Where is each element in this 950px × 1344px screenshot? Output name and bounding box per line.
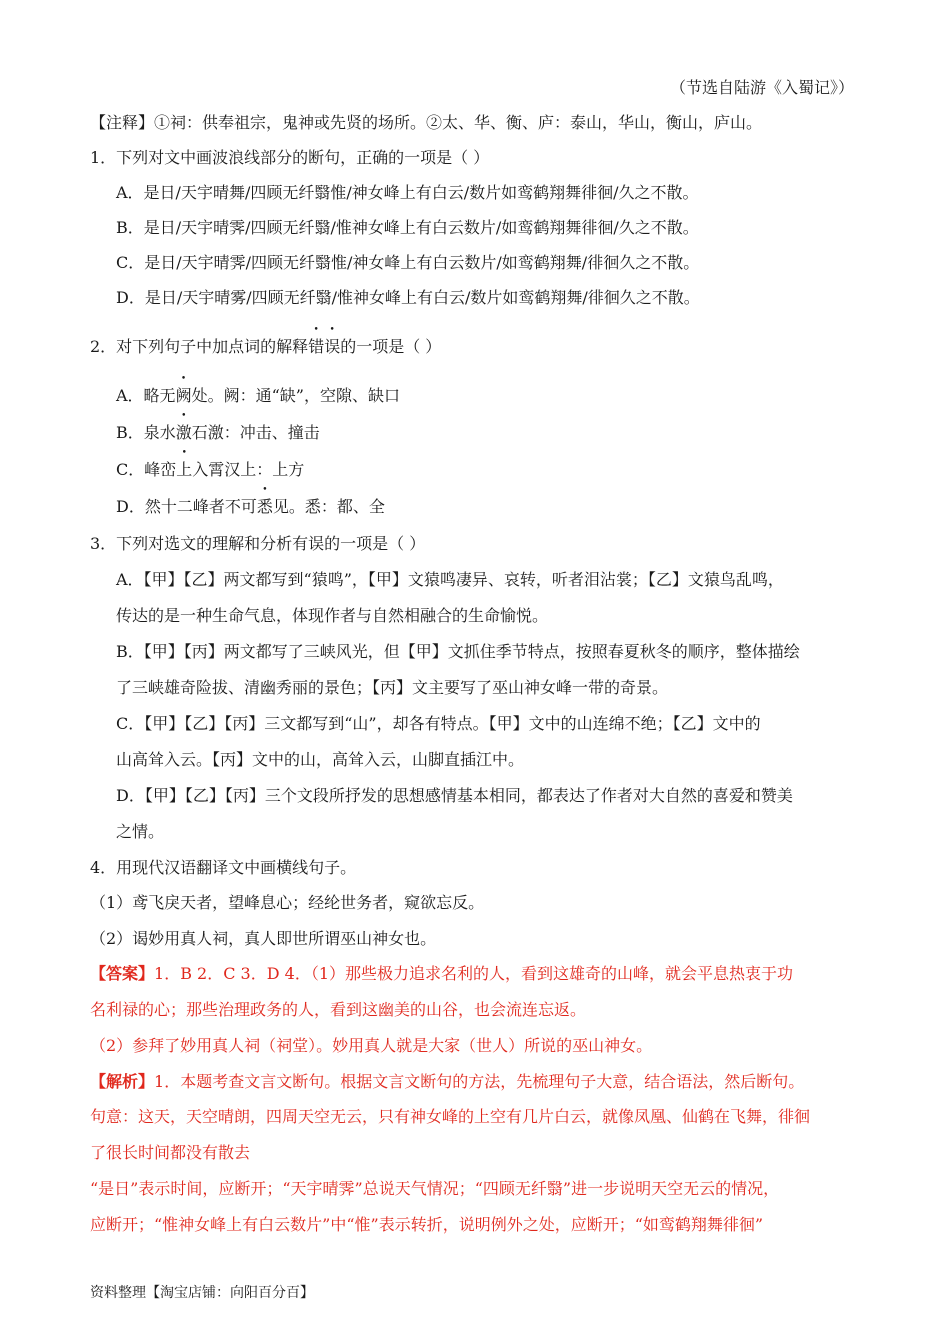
dotted-char: 误 <box>324 337 341 356</box>
q2-option-a <box>116 385 862 407</box>
q2-option-d <box>116 496 862 518</box>
text: 石激：冲击、撞击 <box>191 423 320 442</box>
note-line <box>90 112 862 134</box>
dotted-char: 激 <box>175 423 192 442</box>
dotted-char: 悉 <box>256 497 273 516</box>
note-label: 【注释】 <box>90 113 155 132</box>
analysis-label: 【解析】 <box>90 1072 155 1091</box>
answer-text: 1．B 2．C 3．D 4．（1）那些极力追求名利的人，看到这雄奇的山峰，就会平息热衷于功 <box>154 964 794 983</box>
text: 见。悉：都、全 <box>272 497 385 516</box>
q3-option-c-line1: C．【甲】【乙】【丙】三文都写到“山”，却各有特点。【甲】文中的山连绵不绝；【乙】文中的 <box>116 714 761 733</box>
analysis-text: 1．本题考查文言文断句。根据文言文断句的方法，先梳理句子大意，结合语法，然后断句。 <box>154 1072 805 1091</box>
q1-option-c: C．是日/天宇晴霁/四顾无纤翳惟/神女峰上有白云数片/如鸾鹤翔舞/徘徊久之不散。 <box>116 253 700 272</box>
q1-option-a: A．是日/天宇晴舞/四顾无纤翳惟/神女峰上有白云/数片如鸾鹤翔舞徘徊/久之不散。 <box>116 183 699 202</box>
text: C．峰峦 <box>116 460 177 479</box>
analysis-line-2: 句意：这天，天空晴朗，四周天空无云，只有神女峰的上空有几片白云，就像凤凰、仙鹤在飞舞，徘徊 <box>90 1107 811 1126</box>
analysis-line-1 <box>90 1071 862 1093</box>
q2-stem-pre: 2．对下列句子中加点词的解释 <box>90 337 309 356</box>
text: 处。阙：通“缺”，空隙、缺口 <box>191 386 400 405</box>
text: A．略无 <box>116 386 176 405</box>
text: B．泉水 <box>116 423 176 442</box>
q3-option-c-line2: 山高耸入云。【丙】文中的山，高耸入云，山脚直插江中。 <box>116 750 525 769</box>
q4-stem: 4．用现代汉语翻译文中画横线句子。 <box>90 858 357 877</box>
q3-stem: 3．下列对选文的理解和分析有误的一项是（ ） <box>90 534 426 553</box>
source-citation: （节选自陆游《入蜀记》） <box>669 78 854 97</box>
dotted-char: 错 <box>308 337 325 356</box>
q1-option-d: D．是日/天宇晴雾/四顾无纤翳/惟神女峰上有白云/数片如鸾鹤翔舞/徘徊久之不散。 <box>116 288 700 307</box>
answer-line-1 <box>90 963 862 985</box>
analysis-line-3: 了很长时间都没有散去 <box>90 1143 251 1162</box>
dotted-char: 上 <box>176 460 193 479</box>
q1-option-b: B．是日/天宇晴霁/四顾无纤翳/惟神女峰上有白云数片/如鸾鹤翔舞徘徊/久之不散。 <box>116 218 699 237</box>
answer-line-3: （2）参拜了妙用真人祠（祠堂）。妙用真人就是大家（世人）所说的巫山神女。 <box>90 1036 653 1055</box>
q4-sentence-1: （1）鸢飞戾天者，望峰息心；经纶世务者，窥欲忘反。 <box>90 893 485 912</box>
q3-option-a-line2: 传达的是一种生命气息，体现作者与自然相融合的生命愉悦。 <box>116 606 549 625</box>
q3-option-d-line1: D．【甲】【乙】【丙】三个文段所抒发的思想感情基本相同，都表达了作者对大自然的喜爱和赞美 <box>116 786 793 805</box>
q2-stem-post: 的一项是（ ） <box>340 337 442 356</box>
footer: 资料整理【淘宝店铺：向阳百分百】 <box>90 1285 314 1301</box>
answer-line-2: 名利禄的心；那些治理政务的人，看到这幽美的山谷，也会流连忘返。 <box>90 1000 587 1019</box>
note-text: ①祠：供奉祖宗，鬼神或先贤的场所。②太、华、衡、庐：泰山，华山，衡山，庐山。 <box>154 113 763 132</box>
analysis-line-4: “是日”表示时间，应断开；“天宇晴霁”总说天气情况；“四顾无纤翳”进一步说明天空无云的情况， <box>90 1179 780 1198</box>
q3-option-d-line2: 之情。 <box>116 822 165 841</box>
q2-stem <box>90 336 862 358</box>
q2-option-b <box>116 422 862 444</box>
text: 入霄汉上：上方 <box>192 460 305 479</box>
q2-option-c <box>116 459 862 481</box>
q3-option-a-line1: A．【甲】【乙】两文都写到“猿鸣”，【甲】文猿鸣凄异、哀转，听者泪沾裳；【乙】文猿鸟乱鸣， <box>116 570 784 589</box>
q3-option-b-line1: B．【甲】【丙】两文都写了三峡风光，但【甲】文抓住季节特点，按照春夏秋冬的顺序，整体描绘 <box>116 642 800 661</box>
q3-option-b-line2: 了三峡雄奇险拔、清幽秀丽的景色；【丙】文主要写了巫山神女峰一带的奇景。 <box>116 678 669 697</box>
answer-label: 【答案】 <box>90 964 155 983</box>
analysis-line-5: 应断开；“惟神女峰上有白云数片”中“惟”表示转折，说明例外之处，应断开；“如鸾鹤翔舞徘徊” <box>90 1215 764 1234</box>
q1-stem: 1．下列对文中画波浪线部分的断句，正确的一项是（ ） <box>90 148 490 167</box>
dotted-char: 阙 <box>175 386 192 405</box>
q4-sentence-2: （2）谒妙用真人祠，真人即世所谓巫山神女也。 <box>90 929 437 948</box>
text: D．然十二峰者不可 <box>116 497 257 516</box>
